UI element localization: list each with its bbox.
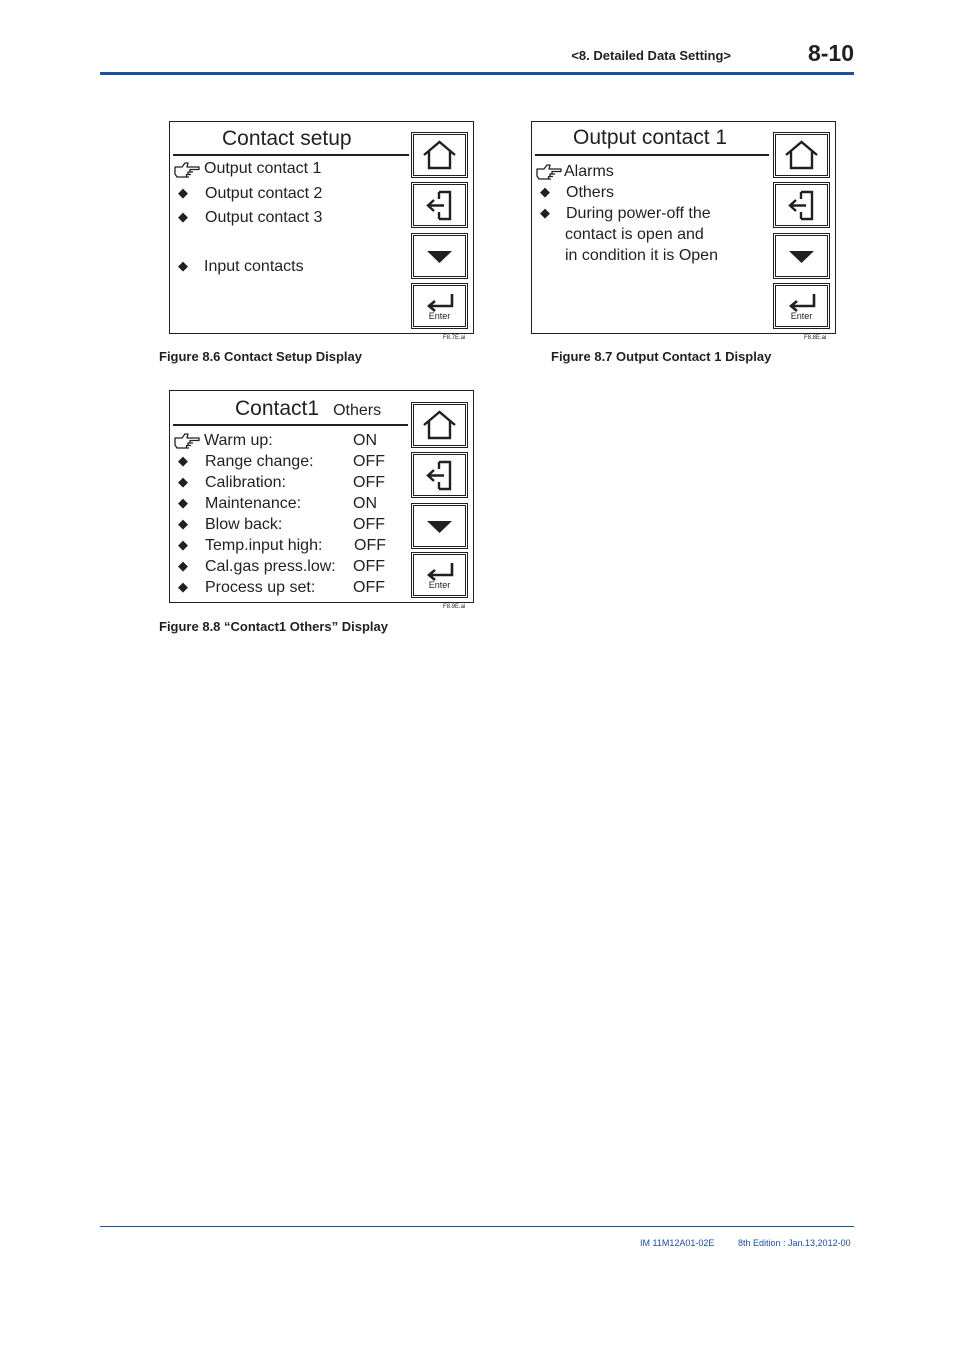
- pointing-hand-icon: [536, 163, 563, 180]
- enter-label: Enter: [428, 580, 451, 590]
- setting-label-temp-input-high[interactable]: Temp.input high:: [205, 537, 323, 554]
- home-button[interactable]: [411, 132, 468, 178]
- back-button[interactable]: [411, 452, 468, 498]
- setting-label-calibration[interactable]: Calibration:: [205, 474, 286, 491]
- setting-label-warm-up[interactable]: Warm up:: [204, 432, 273, 449]
- panel-title: Output contact 1: [573, 126, 728, 149]
- enter-button[interactable]: [773, 283, 830, 329]
- setting-value-maintenance: ON: [353, 495, 377, 512]
- figure-file-id: F8.8E.ai: [804, 335, 827, 341]
- menu-item-alarms[interactable]: Alarms: [564, 163, 614, 180]
- panel-title: [235, 397, 381, 421]
- enter-icon: [412, 284, 467, 328]
- diamond-bullet-icon: ◆: [178, 185, 188, 200]
- setting-label-maintenance[interactable]: Maintenance:: [205, 495, 302, 512]
- diamond-bullet-icon: ◆: [178, 209, 188, 224]
- menu-item-power-off-line-2: contact is open and: [565, 226, 704, 243]
- diamond-bullet-icon: ◆: [178, 453, 188, 468]
- home-icon: [412, 133, 467, 177]
- menu-item-power-off-line-1[interactable]: During power-off the: [566, 205, 711, 222]
- setting-label-cal-gas-press-low[interactable]: Cal.gas press.low:: [205, 558, 336, 575]
- setting-label-blow-back[interactable]: Blow back:: [205, 516, 283, 533]
- output-contact-1-panel: [531, 121, 836, 334]
- down-arrow-icon: [774, 234, 829, 278]
- enter-icon: [412, 553, 467, 597]
- chapter-title: <8. Detailed Data Setting>: [571, 48, 731, 63]
- diamond-bullet-icon: ◆: [540, 205, 550, 220]
- contact-setup-panel: [169, 121, 474, 334]
- down-arrow-icon: [412, 504, 467, 548]
- back-button[interactable]: [773, 182, 830, 228]
- diamond-bullet-icon: ◆: [178, 537, 188, 552]
- pointing-hand-icon: [174, 161, 201, 178]
- menu-item-output-contact-2[interactable]: Output contact 2: [205, 185, 323, 202]
- back-icon: [412, 453, 467, 497]
- setting-value-calibration: OFF: [353, 474, 385, 491]
- document-id: IM 11M12A01-02E: [640, 1238, 715, 1248]
- menu-item-output-contact-3[interactable]: Output contact 3: [205, 209, 323, 226]
- edition-info: 8th Edition : Jan.13,2012-00: [738, 1238, 851, 1248]
- setting-value-range-change: OFF: [353, 453, 385, 470]
- back-button[interactable]: [411, 182, 468, 228]
- diamond-bullet-icon: ◆: [178, 474, 188, 489]
- setting-value-process-up-set: OFF: [353, 579, 385, 596]
- header-rule: [100, 72, 854, 75]
- setting-value-temp-input-high: OFF: [354, 537, 386, 554]
- figure-caption: Figure 8.7 Output Contact 1 Display: [551, 349, 772, 364]
- home-button[interactable]: [411, 402, 468, 448]
- pointing-hand-icon: [174, 432, 201, 449]
- enter-label: Enter: [428, 311, 451, 321]
- figure-file-id: F8.7E.ai: [443, 335, 466, 341]
- title-underline: [535, 154, 769, 156]
- diamond-bullet-icon: ◆: [540, 184, 550, 199]
- page-number: 8-10: [807, 40, 854, 66]
- menu-item-input-contacts[interactable]: Input contacts: [204, 258, 304, 275]
- figure-file-id: F8.9E.ai: [443, 604, 466, 610]
- setting-value-warm-up: ON: [353, 432, 377, 449]
- setting-value-cal-gas-press-low: OFF: [353, 558, 385, 575]
- enter-button[interactable]: [411, 283, 468, 329]
- setting-label-range-change[interactable]: Range change:: [205, 453, 314, 470]
- title-underline: [173, 424, 408, 426]
- diamond-bullet-icon: ◆: [178, 258, 188, 273]
- menu-item-others[interactable]: Others: [566, 184, 615, 201]
- enter-label: Enter: [790, 311, 813, 321]
- footer-rule: [100, 1226, 854, 1227]
- enter-icon: [774, 284, 829, 328]
- down-button[interactable]: [411, 233, 468, 279]
- home-button[interactable]: [773, 132, 830, 178]
- menu-item-power-off-line-3: in condition it is Open: [565, 247, 718, 264]
- setting-label-process-up-set[interactable]: Process up set:: [205, 579, 316, 596]
- back-icon: [774, 183, 829, 227]
- panel-subtitle: Others: [333, 402, 382, 419]
- panel-title: Contact setup: [222, 127, 352, 150]
- contact1-others-panel: [169, 390, 474, 603]
- menu-item-output-contact-1[interactable]: Output contact 1: [204, 160, 322, 177]
- enter-button[interactable]: [411, 552, 468, 598]
- home-icon: [774, 133, 829, 177]
- home-icon: [412, 403, 467, 447]
- diamond-bullet-icon: ◆: [178, 516, 188, 531]
- figure-caption: Figure 8.6 Contact Setup Display: [159, 349, 362, 364]
- diamond-bullet-icon: ◆: [178, 495, 188, 510]
- back-icon: [412, 183, 467, 227]
- diamond-bullet-icon: ◆: [178, 558, 188, 573]
- panel-title-main: Contact1: [235, 397, 320, 420]
- figure-caption: Figure 8.8 “Contact1 Others” Display: [159, 619, 389, 634]
- down-arrow-icon: [412, 234, 467, 278]
- down-button[interactable]: [411, 503, 468, 549]
- title-underline: [173, 154, 409, 156]
- down-button[interactable]: [773, 233, 830, 279]
- diamond-bullet-icon: ◆: [178, 579, 188, 594]
- setting-value-blow-back: OFF: [353, 516, 385, 533]
